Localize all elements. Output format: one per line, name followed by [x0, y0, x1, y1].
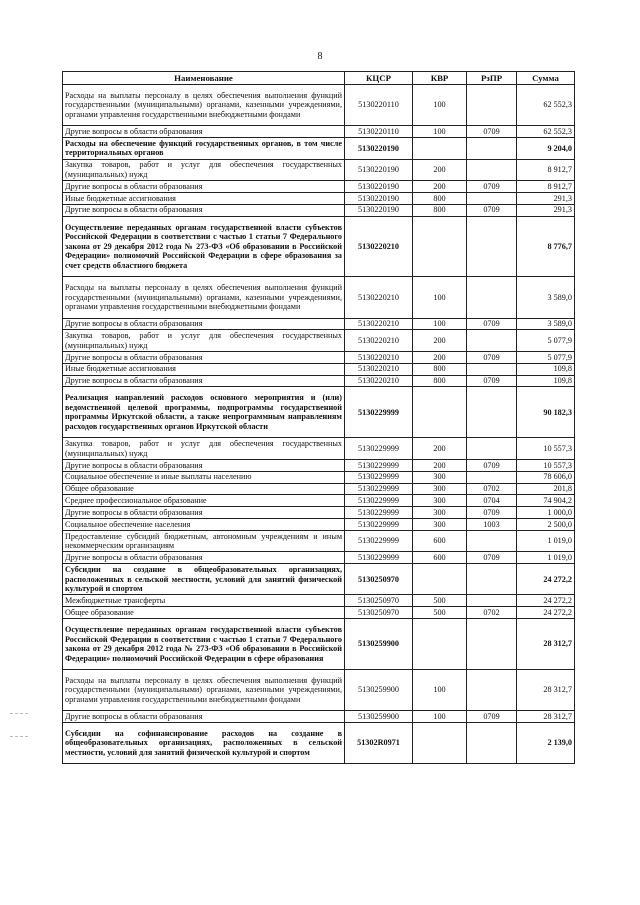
row-kvr: 500: [413, 595, 467, 607]
row-sum: 10 557,3: [517, 438, 575, 460]
row-sum: 74 904,2: [517, 495, 575, 507]
row-rzpr: 0709: [467, 204, 517, 216]
table-row: [63, 711, 575, 723]
row-kcsr: 5130220210: [345, 277, 413, 318]
row-sum: 109,8: [517, 375, 575, 387]
row-kcsr: 5130250970: [345, 564, 413, 595]
row-kvr: 800: [413, 192, 467, 204]
row-kvr: 100: [413, 670, 467, 711]
row-rzpr: [467, 471, 517, 483]
row-kvr: 200: [413, 181, 467, 193]
row-rzpr: 0702: [467, 607, 517, 619]
table-row: [63, 723, 575, 764]
table-body: [63, 85, 575, 764]
row-sum: 3 589,0: [517, 277, 575, 318]
page-number: 8: [317, 51, 323, 62]
row-kvr: 100: [413, 277, 467, 318]
table-row: [63, 85, 575, 126]
row-kcsr: 5130220210: [345, 375, 413, 387]
row-kcsr: 5130259900: [345, 711, 413, 723]
row-sum: 5 077,9: [517, 351, 575, 363]
row-kcsr: 5130229999: [345, 530, 413, 552]
row-kcsr: 5130220110: [345, 126, 413, 138]
row-kcsr: 5130220210: [345, 318, 413, 330]
row-sum: 1 019,0: [517, 552, 575, 564]
row-rzpr: [467, 564, 517, 595]
row-sum: 62 552,3: [517, 85, 575, 126]
row-name: Другие вопросы в области образования: [63, 459, 345, 471]
row-sum: 28 312,7: [517, 619, 575, 670]
row-kcsr: 5130229999: [345, 471, 413, 483]
row-rzpr: [467, 137, 517, 159]
row-name: Социальное обеспечение населения: [63, 518, 345, 530]
row-kvr: 100: [413, 711, 467, 723]
row-kcsr: 5130229999: [345, 552, 413, 564]
row-sum: 28 312,7: [517, 711, 575, 723]
row-kvr: 300: [413, 507, 467, 519]
table-row: [63, 351, 575, 363]
row-name: Иные бюджетные ассигнования: [63, 192, 345, 204]
row-sum: 291,3: [517, 192, 575, 204]
row-rzpr: [467, 330, 517, 352]
row-sum: 90 182,3: [517, 387, 575, 438]
row-rzpr: 0702: [467, 483, 517, 495]
row-kvr: [413, 216, 467, 277]
row-kcsr: 5130229999: [345, 483, 413, 495]
row-rzpr: [467, 595, 517, 607]
row-rzpr: 0709: [467, 351, 517, 363]
row-kvr: 600: [413, 530, 467, 552]
row-sum: 24 272,2: [517, 595, 575, 607]
budget-table: [62, 71, 575, 764]
row-sum: 2 139,0: [517, 723, 575, 764]
row-kvr: 200: [413, 330, 467, 352]
row-kcsr: 5130229999: [345, 495, 413, 507]
table-row: [63, 204, 575, 216]
row-sum: 1 019,0: [517, 530, 575, 552]
row-kvr: 100: [413, 318, 467, 330]
row-name: Общее образование: [63, 607, 345, 619]
row-rzpr: 0709: [467, 552, 517, 564]
table-row: [63, 159, 575, 181]
row-kvr: 800: [413, 363, 467, 375]
table-row: [63, 607, 575, 619]
row-rzpr: 0709: [467, 181, 517, 193]
table-row: [63, 670, 575, 711]
row-rzpr: 0709: [467, 375, 517, 387]
row-name: Среднее профессиональное образование: [63, 495, 345, 507]
row-name: Осуществление переданных органам государственной власти субъектов Российской Федерации в соответствии с частью 1 статьи 7 Федерального закона от 29 декабря 2012 года № 273-ФЗ «Об образовании в Российской Федерации» полномочий Российской Федерации в сфере образования за счет средств областного бюджета: [63, 216, 345, 277]
row-kcsr: 5130250970: [345, 595, 413, 607]
header-rzpr: РзПР: [467, 72, 517, 85]
scan-artifact-line: [10, 736, 28, 737]
table-row: [63, 181, 575, 193]
row-rzpr: [467, 670, 517, 711]
table-row: [63, 518, 575, 530]
row-kvr: [413, 723, 467, 764]
row-kvr: 300: [413, 518, 467, 530]
header-kvr: КВР: [413, 72, 467, 85]
row-sum: 24 272,2: [517, 607, 575, 619]
row-kvr: 300: [413, 471, 467, 483]
row-name: Другие вопросы в области образования: [63, 711, 345, 723]
row-name: Другие вопросы в области образования: [63, 507, 345, 519]
row-kcsr: 51302R0971: [345, 723, 413, 764]
row-kcsr: 5130229999: [345, 459, 413, 471]
row-name: Субсидии на софинансирование расходов на создание в общеобразовательных организациях, расположенных в сельской местности, условий для занятий физической культурой и спортом: [63, 723, 345, 764]
row-kvr: [413, 387, 467, 438]
row-name: Закупка товаров, работ и услуг для обеспечения государственных (муниципальных) нужд: [63, 330, 345, 352]
table-row: [63, 495, 575, 507]
row-kvr: 200: [413, 159, 467, 181]
row-sum: 28 312,7: [517, 670, 575, 711]
row-kvr: 200: [413, 459, 467, 471]
row-kcsr: 5130220190: [345, 159, 413, 181]
row-rzpr: [467, 387, 517, 438]
row-kcsr: 5130220190: [345, 204, 413, 216]
row-rzpr: [467, 192, 517, 204]
row-kvr: 300: [413, 495, 467, 507]
table-row: [63, 438, 575, 460]
row-kvr: 800: [413, 375, 467, 387]
row-name: Другие вопросы в области образования: [63, 318, 345, 330]
row-name: Осуществление переданных органам государственной власти субъектов Российской Федерации в соответствии с частью 1 статьи 7 Федерального закона от 29 декабря 2012 года № 273-ФЗ «Об образовании в Российской Федерации» полномочий Российской Федерации в сфере образования: [63, 619, 345, 670]
row-kvr: 300: [413, 483, 467, 495]
row-name: Другие вопросы в области образования: [63, 126, 345, 138]
row-sum: 8 776,7: [517, 216, 575, 277]
table-row: [63, 471, 575, 483]
row-rzpr: [467, 85, 517, 126]
row-kvr: 500: [413, 607, 467, 619]
table-row: [63, 530, 575, 552]
row-sum: 62 552,3: [517, 126, 575, 138]
row-rzpr: 0709: [467, 711, 517, 723]
table-row: [63, 552, 575, 564]
row-name: Расходы на выплаты персоналу в целях обеспечения выполнения функций государственными (муниципальными) органами, казенными учреждениями, органами управления государственными внебюджетными фондами: [63, 85, 345, 126]
row-kcsr: 5130229999: [345, 387, 413, 438]
table-row: [63, 564, 575, 595]
row-sum: 8 912,7: [517, 159, 575, 181]
table-row: [63, 507, 575, 519]
row-kvr: [413, 619, 467, 670]
row-rzpr: [467, 216, 517, 277]
row-name: Расходы на обеспечение функций государственных органов, в том числе территориальных органов: [63, 137, 345, 159]
row-name: Реализация направлений расходов основного мероприятия и (или) ведомственной целевой программы, подпрограммы государственной программы Иркутской области, а также непрограммным направлениям расходов государственных органов Иркутской области: [63, 387, 345, 438]
table-row: [63, 619, 575, 670]
row-kvr: [413, 564, 467, 595]
row-kvr: 800: [413, 204, 467, 216]
row-name: Общее образование: [63, 483, 345, 495]
row-kcsr: 5130259900: [345, 619, 413, 670]
row-name: Субсидии на создание в общеобразовательных организациях, расположенных в сельской местности, условий для занятий физической культурой и спортом: [63, 564, 345, 595]
row-sum: 3 589,0: [517, 318, 575, 330]
table-row: [63, 387, 575, 438]
row-kcsr: 5130259900: [345, 670, 413, 711]
row-name: Другие вопросы в области образования: [63, 375, 345, 387]
row-kcsr: 5130220210: [345, 351, 413, 363]
row-kcsr: 5130220210: [345, 330, 413, 352]
row-rzpr: 0709: [467, 126, 517, 138]
row-sum: 5 077,9: [517, 330, 575, 352]
row-name: Социальное обеспечение и иные выплаты населению: [63, 471, 345, 483]
row-name: Предоставление субсидий бюджетным, автономным учреждениям и иным некоммерческим организациям: [63, 530, 345, 552]
row-sum: 78 606,0: [517, 471, 575, 483]
table-row: [63, 216, 575, 277]
row-rzpr: [467, 723, 517, 764]
row-name: Закупка товаров, работ и услуг для обеспечения государственных (муниципальных) нужд: [63, 438, 345, 460]
row-rzpr: [467, 438, 517, 460]
table-row: [63, 318, 575, 330]
row-kcsr: 5130229999: [345, 518, 413, 530]
row-sum: 1 000,0: [517, 507, 575, 519]
table-row: [63, 483, 575, 495]
row-name: Другие вопросы в области образования: [63, 204, 345, 216]
table-row: [63, 126, 575, 138]
scan-artifact-line: [10, 713, 28, 714]
row-sum: 291,3: [517, 204, 575, 216]
row-sum: 10 557,3: [517, 459, 575, 471]
table-row: [63, 459, 575, 471]
row-rzpr: [467, 619, 517, 670]
row-name: Расходы на выплаты персоналу в целях обеспечения выполнения функций государственными (муниципальными) органами, казенными учреждениями, органами управления государственными внебюджетными фондами: [63, 670, 345, 711]
row-name: Расходы на выплаты персоналу в целях обеспечения выполнения функций государственными (муниципальными) органами, казенными учреждениями, органами управления государственными внебюджетными фондами: [63, 277, 345, 318]
row-name: Межбюджетные трансферты: [63, 595, 345, 607]
row-kcsr: 5130220210: [345, 363, 413, 375]
row-rzpr: 0709: [467, 318, 517, 330]
row-name: Другие вопросы в области образования: [63, 351, 345, 363]
row-kcsr: 5130220190: [345, 192, 413, 204]
row-rzpr: [467, 277, 517, 318]
row-name: Другие вопросы в области образования: [63, 552, 345, 564]
row-name: Закупка товаров, работ и услуг для обеспечения государственных (муниципальных) нужд: [63, 159, 345, 181]
row-kcsr: 5130250970: [345, 607, 413, 619]
row-kcsr: 5130220110: [345, 85, 413, 126]
row-kcsr: 5130220210: [345, 216, 413, 277]
row-rzpr: [467, 159, 517, 181]
row-sum: 9 204,0: [517, 137, 575, 159]
row-rzpr: 0709: [467, 507, 517, 519]
row-kcsr: 5130220190: [345, 137, 413, 159]
row-sum: 201,8: [517, 483, 575, 495]
table-header: [63, 72, 575, 85]
header-kcsr: КЦСР: [345, 72, 413, 85]
table-row: [63, 192, 575, 204]
row-sum: 2 500,0: [517, 518, 575, 530]
row-kvr: [413, 137, 467, 159]
row-rzpr: [467, 363, 517, 375]
row-rzpr: 1003: [467, 518, 517, 530]
header-sum: Сумма: [517, 72, 575, 85]
row-rzpr: 0704: [467, 495, 517, 507]
row-kcsr: 5130229999: [345, 438, 413, 460]
row-sum: 24 272,2: [517, 564, 575, 595]
table-row: [63, 137, 575, 159]
row-kvr: 600: [413, 552, 467, 564]
row-rzpr: 0709: [467, 459, 517, 471]
row-kcsr: 5130229999: [345, 507, 413, 519]
row-rzpr: [467, 530, 517, 552]
table-row: [63, 277, 575, 318]
row-name: Иные бюджетные ассигнования: [63, 363, 345, 375]
table-row: [63, 375, 575, 387]
header-name: Наименование: [63, 72, 345, 85]
row-kcsr: 5130220190: [345, 181, 413, 193]
table-row: [63, 595, 575, 607]
row-kvr: 200: [413, 351, 467, 363]
row-name: Другие вопросы в области образования: [63, 181, 345, 193]
row-sum: 8 912,7: [517, 181, 575, 193]
table-row: [63, 330, 575, 352]
row-kvr: 200: [413, 438, 467, 460]
table-row: [63, 363, 575, 375]
row-kvr: 100: [413, 126, 467, 138]
row-kvr: 100: [413, 85, 467, 126]
row-sum: 109,8: [517, 363, 575, 375]
